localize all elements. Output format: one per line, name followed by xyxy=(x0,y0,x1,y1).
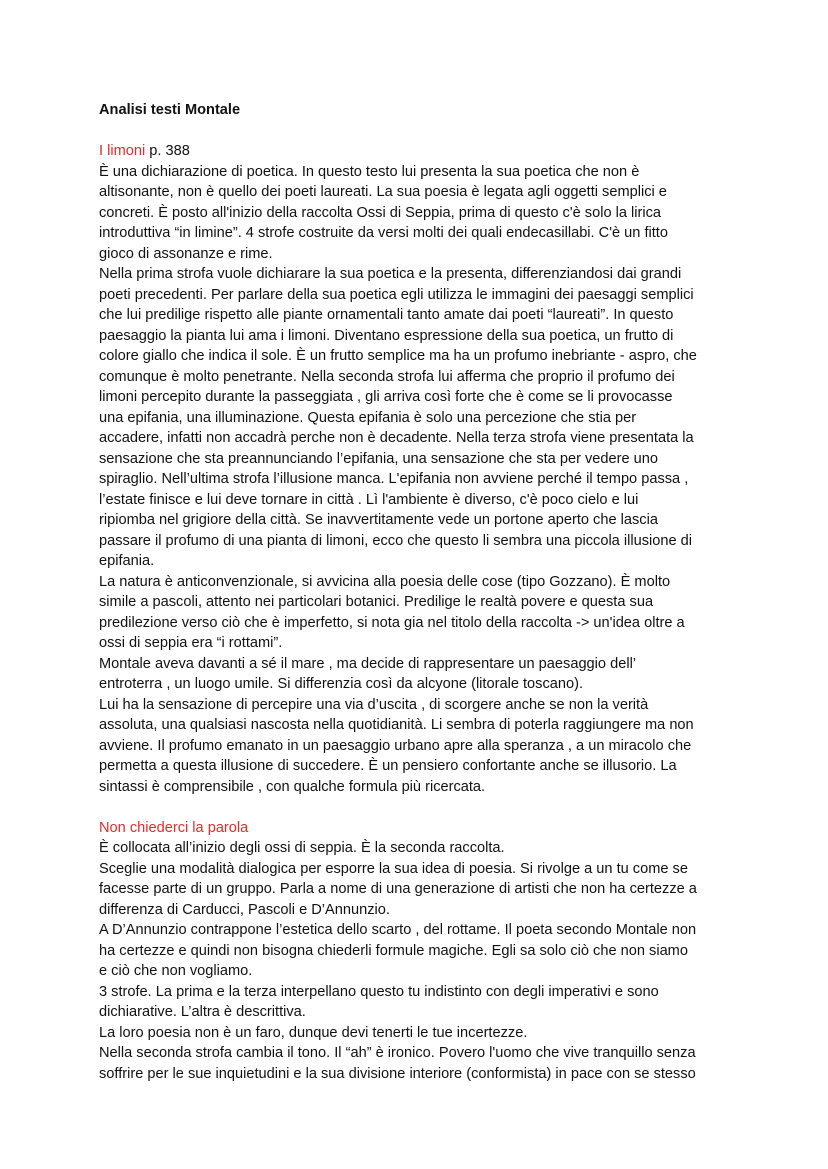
paragraph: È una dichiarazione di poetica. In questo testo lui presenta la sua poetica che non è altisonante, non è quello dei poeti laureati. La sua poesia è legata agli oggetti semplici e concreti. È posto all'inizio della raccolta Ossi di Seppia, prima di questo c'è solo la lirica introduttiva “in limine”. 4 strofe costruite da versi molti dei quali endecasillabi. C'è un fitto gioco di assonanze e rime. xyxy=(99,163,668,262)
section-title-limoni: I limoni xyxy=(99,143,146,159)
page-reference: p. 388 xyxy=(145,143,190,159)
document-title: Analisi testi Montale xyxy=(99,102,241,118)
paragraph: Nella prima strofa vuole dichiarare la sua poetica e la presenta, differenziandosi dai grandi poeti precedenti. Per parlare della sua poetica egli utilizza le immagini dei paesaggi semplici che lui predilige rispetto alle piante ornamentali tanto amate dai poeti “laureati”. In questo paesaggio la pianta lui ama i limoni. Diventano espressione della sua poetica, un frutto di colore giallo che indica il sole. È un frutto semplice ma ha un profumo inebriante - aspro, che comunque è molto penetrante. Nella seconda strofa lui afferma che proprio il profumo dei limoni percepito durante la passeggiata , gli arriva così forte che è come se li provocasse una epifania, una illuminazione. Questa epifania è solo una percezione che stia per accadere, infatti non accadrà perche non è decadente. Nella terza strofa viene presentata la sensazione che sta preannunciando l’epifania, una sensazione che sta per vedere uno spiraglio. Nell’ultima strofa l’illusione manca. L'epifania non avviene perché il tempo passa , l’estate finisce e lui deve tornare in città . Lì l'ambiente è diverso, c'è poco cielo e lui ripiomba nel grigiore della città. Se inavvertitamente vede un portone aperto che lascia passare il profumo di una pianta di limoni, ecco che questo li sembra una piccola illusione di epifania. xyxy=(99,266,697,569)
paragraph: La loro poesia non è un faro, dunque devi tenerti le tue incertezze. xyxy=(99,1024,528,1041)
section-heading-limoni xyxy=(99,141,739,162)
paragraph: Montale aveva davanti a sé il mare , ma decide di rappresentare un paesaggio dell’ entroterra , un luogo umile. Si differenzia così da alcyone (litorale toscano). xyxy=(99,655,637,692)
section-spacer xyxy=(99,797,739,818)
paragraph: Nella seconda strofa cambia il tono. Il “ah” è ironico. Povero l'uomo che vive tranquillo senza soffrire per le sue inquietudini e la sua divisione interiore (conformista) in pace con se stesso xyxy=(99,1045,696,1082)
paragraph: A D’Annunzio contrappone l’estetica dello scarto , del rottame. Il poeta secondo Montale non ha certezze e quindi non bisogna chiederli formule magiche. Egli sa solo ciò che non siamo e ciò che non vogliamo. xyxy=(99,922,697,979)
section-heading-non-chiederci xyxy=(99,818,739,839)
paragraph: Sceglie una modalità dialogica per esporre la sua idea di poesia. Si rivolge a un tu come se facesse parte di un gruppo. Parla a nome di una generazione di artisti che non ha certezze a differenza di Carducci, Pascoli e D’Annunzio. xyxy=(99,860,697,918)
paragraph: È collocata all’inizio degli ossi di seppia. È la seconda raccolta. xyxy=(99,840,505,856)
paragraph: La natura è anticonvenzionale, si avvicina alla poesia delle cose (tipo Gozzano). È molto simile a pascoli, attento nei particolari botanici. Predilige le realtà povere e questa sua predilezione verso ciò che è imperfetto, si nota gia nel titolo della raccolta -> un'idea oltre a ossi di seppia era “i rottami”. xyxy=(99,573,685,651)
paragraph: 3 strofe. La prima e la terza interpellano questo tu indistinto con degli imperativi e sono dichiarative. L’altra è descrittiva. xyxy=(99,983,659,1020)
document-page xyxy=(99,100,739,1084)
paragraph: Lui ha la sensazione di percepire una via d’uscita , di scorgere anche se non la verità assoluta, una qualsiasi nascosta nella quotidianità. Li sembra di poterla raggiungere ma non avviene. Il profumo emanato in un paesaggio urbano apre alla speranza , a un miracolo che permetta a questa illusione di succedere. È un pensiero confortante anche se illusorio. La sintassi è comprensibile , con qualche formula più ricercata. xyxy=(99,696,694,795)
section-title-non-chiederci: Non chiederci la parola xyxy=(99,819,249,836)
